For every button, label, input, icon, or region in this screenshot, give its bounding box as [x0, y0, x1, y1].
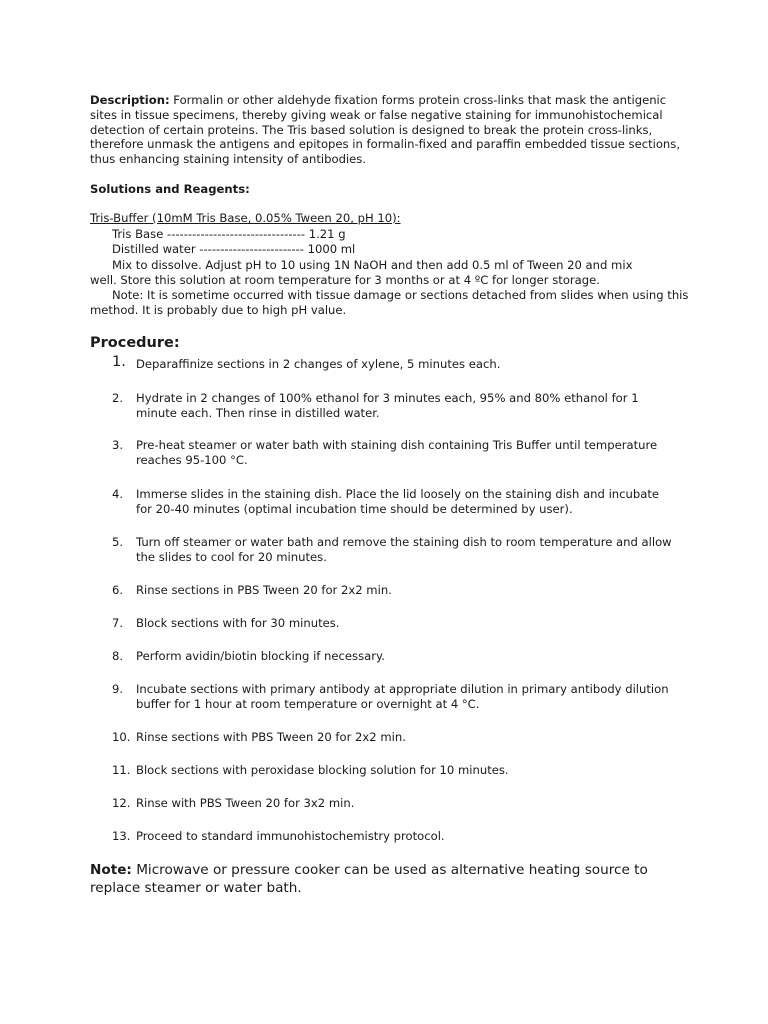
buffer-note-line: Note: It is sometime occurred with tissue damage or sections detached from slides when using this: [112, 288, 689, 302]
step-number: 7.: [112, 616, 124, 630]
step-number: 9.: [112, 682, 124, 696]
step-number: 8.: [112, 649, 124, 663]
step-number: 10.: [112, 730, 131, 744]
final-note-text: Microwave or pressure cooker can be used as alternative heating source to replace steamer or water bath.: [90, 862, 648, 896]
step-text: Pre-heat steamer or water bath with staining dish containing Tris Buffer until temperature reaches 95-100 °C.: [136, 438, 658, 467]
tris-buffer-title: Tris-Buffer (10mM Tris Base, 0.05% Tween 20, pH 10):: [90, 211, 401, 225]
step-text: Incubate sections with primary antibody at appropriate dilution in primary antibody dilution buffer for 1 hour at room temperature or overnight at 4 °C.: [136, 682, 669, 711]
final-note-label: Note:: [90, 862, 132, 878]
reagent-line: Distilled water ------------------------- 1000 ml: [112, 242, 356, 256]
procedure-heading: Procedure:: [90, 335, 180, 351]
step-text: Immerse slides in the staining dish. Place the lid loosely on the staining dish and incubate for 20-40 minutes (optimal incubation time should be determined by user).: [136, 487, 659, 516]
final-note: [90, 861, 690, 897]
step-number: 3.: [112, 438, 124, 452]
reagent-line: Tris Base --------------------------------- 1.21 g: [112, 227, 346, 241]
step-number: 1.: [112, 354, 126, 370]
description-paragraph: [90, 93, 690, 167]
step-number: 2.: [112, 391, 124, 405]
step-number: 13.: [112, 829, 131, 843]
description-label: Description:: [90, 93, 170, 107]
step-text: Rinse with PBS Tween 20 for 3x2 min.: [136, 796, 355, 810]
step-number: 12.: [112, 796, 131, 810]
step-number: 5.: [112, 535, 124, 549]
step-text: Block sections with peroxidase blocking solution for 10 minutes.: [136, 763, 509, 777]
step-text: Proceed to standard immunohistochemistry protocol.: [136, 829, 445, 843]
mix-instruction-line: well. Store this solution at room temperature for 3 months or at 4 ºC for longer storage.: [90, 273, 600, 287]
step-text: Block sections with for 30 minutes.: [136, 616, 340, 630]
step-text: Turn off steamer or water bath and remove the staining dish to room temperature and allow the slides to cool for 20 minutes.: [136, 535, 672, 564]
step-text: Perform avidin/biotin blocking if necessary.: [136, 649, 385, 663]
step-text: Hydrate in 2 changes of 100% ethanol for 3 minutes each, 95% and 80% ethanol for 1 minute each. Then rinse in distilled water.: [136, 391, 639, 420]
step-number: 11.: [112, 763, 131, 777]
step-text: Deparaffinize sections in 2 changes of xylene, 5 minutes each.: [136, 357, 501, 371]
step-number: 4.: [112, 487, 124, 501]
step-number: 6.: [112, 583, 124, 597]
step-text: Rinse sections with PBS Tween 20 for 2x2 min.: [136, 730, 406, 744]
description-text: Formalin or other aldehyde fixation forms protein cross-links that mask the antigenic sites in tissue specimens, thereby giving weak or false negative staining for immunohistochemical detection of certain proteins. The Tris based solution is designed to break the protein cross-links, therefore unmask the antigens and epitopes in formalin-fixed and paraffin embedded tissue sections, thus enhancing staining intensity of antibodies.: [90, 93, 681, 167]
buffer-note-line: method. It is probably due to high pH value.: [90, 303, 347, 317]
solutions-heading: Solutions and Reagents:: [90, 182, 250, 196]
step-text: Rinse sections in PBS Tween 20 for 2x2 min.: [136, 583, 392, 597]
mix-instruction-line: Mix to dissolve. Adjust pH to 10 using 1N NaOH and then add 0.5 ml of Tween 20 and mix: [112, 258, 633, 272]
